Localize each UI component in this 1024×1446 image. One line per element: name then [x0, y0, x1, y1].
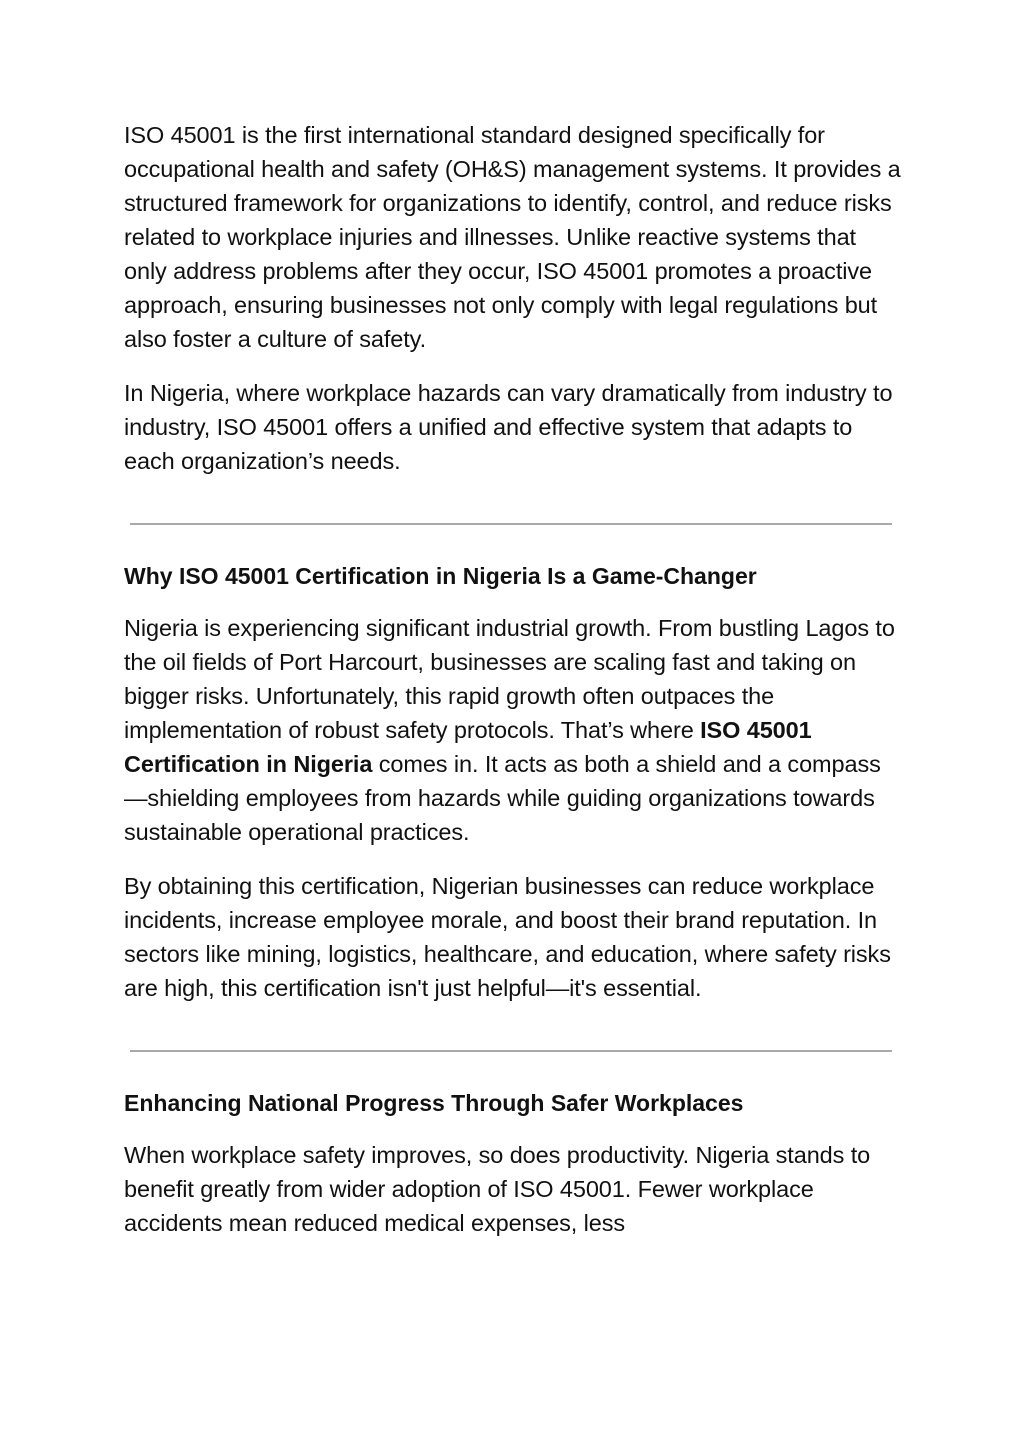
- section1-paragraph-2: By obtaining this certification, Nigerian businesses can reduce workplace incidents, increase employee morale, and boost their brand reputation. In sectors like mining, logistics, healthcare, and education, where safety risks are high, this certification isn't just helpful—it's essential.: [124, 873, 891, 1001]
- intro-paragraph-2: In Nigeria, where workplace hazards can vary dramatically from industry to industry, ISO 45001 offers a unified and effective system that adapts to each organization’s needs.: [124, 380, 893, 474]
- section2-paragraph-1: When workplace safety improves, so does productivity. Nigeria stands to benefit greatly from wider adoption of ISO 45001. Fewer workplace accidents mean reduced medical expenses, less: [124, 1142, 871, 1236]
- section-divider-1: [130, 523, 892, 525]
- section1-paragraph-1: [124, 611, 904, 849]
- section1-paragraph-1-text-after: comes in. It acts as both a shield and a compass—shielding employees from hazards while guiding organizations towards sustainable operational practices.: [124, 751, 881, 845]
- document-page: [124, 118, 904, 1240]
- section-divider-2: [130, 1050, 892, 1052]
- section1-paragraph-1-bold-keyword: ISO 45001 Certification in Nigeria: [124, 717, 812, 777]
- intro-paragraph-1: ISO 45001 is the first international standard designed specifically for occupational health and safety (OH&S) management systems. It provides a structured framework for organizations to identify, control, and reduce risks related to workplace injuries and illnesses. Unlike reactive systems that only address problems after they occur, ISO 45001 promotes a proactive approach, ensuring businesses not only comply with legal regulations but also foster a culture of safety.: [124, 122, 901, 352]
- section1-paragraph-1-text-before: Nigeria is experiencing significant industrial growth. From bustling Lagos to the oil fields of Port Harcourt, businesses are scaling fast and taking on bigger risks. Unfortunately, this rapid growth often outpaces the implementation of robust safety protocols. That’s where: [124, 615, 895, 743]
- section1-heading: Why ISO 45001 Certification in Nigeria Is a Game-Changer: [124, 563, 757, 589]
- section2-heading: Enhancing National Progress Through Safer Workplaces: [124, 1090, 744, 1116]
